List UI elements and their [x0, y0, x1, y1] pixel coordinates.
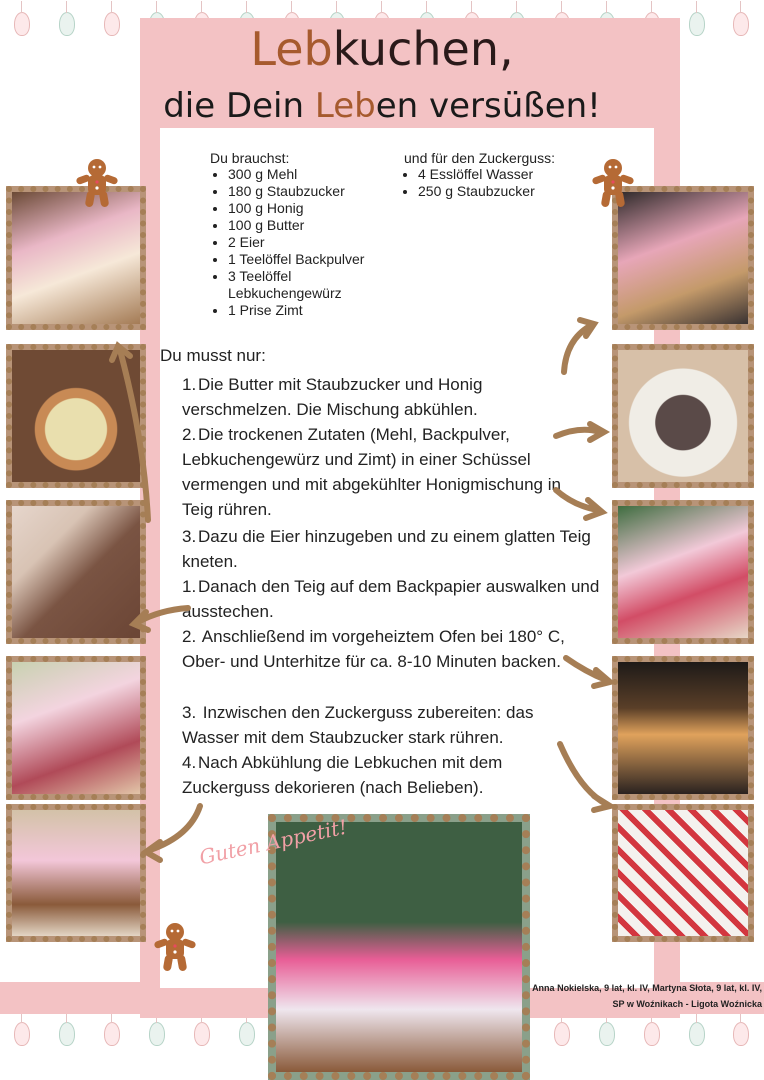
appetit-text: Guten Appetit!: [197, 814, 350, 870]
list-item: • 3 Teelöffel Lebkuchengewürz: [228, 268, 408, 302]
credits: Anna Nokielska, 9 lat, kl. IV, Martyna Słota, 9 lat, kl. IV, SP w Woźnikach - Ligota Woźnicka: [532, 983, 762, 1009]
list-item: • 100 g Butter: [228, 217, 408, 234]
title-line-1: Lebkuchen,: [250, 22, 514, 76]
photo-final-children: [268, 814, 530, 1080]
list-item: • 180 g Staubzucker: [228, 183, 408, 200]
steps-heading: Du musst nur:: [160, 346, 266, 365]
photo-mixing-2: [6, 344, 146, 488]
step-7: 4. Nach Abkühlung die Lebkuchen mit dem Zuckerguss dekorieren (nach Belieben).: [182, 753, 503, 797]
list-item: • 1 Prise Zimt: [228, 302, 408, 319]
title-line-2: die Dein Leben versüßen!: [163, 86, 601, 126]
list-item: • 100 g Honig: [228, 200, 408, 217]
icing-list: [380, 166, 618, 200]
list-item: • 4 Esslöffel Wasser: [418, 166, 618, 183]
step-3: 3. Dazu die Eier hinzugeben und zu einem glatten Teig kneten.: [182, 527, 591, 571]
photo-bowl: [612, 344, 754, 488]
gingerbread-icon: [152, 920, 198, 976]
step-6: 3. Inzwischen den Zuckerguss zubereiten: das Wasser mit dem Staubzucker stark rühren.: [182, 703, 534, 747]
step-5: 2. Anschließend im vorgeheiztem Ofen bei 180° C, Ober- und Unterhitze für ca. 8-10 Minuten backen.: [182, 627, 565, 671]
ingredients-list: [190, 166, 408, 319]
photo-oven: [612, 656, 754, 800]
gingerbread-icon: [590, 158, 636, 210]
photo-cutting: [6, 500, 146, 644]
step-2: 2. Die trockenen Zutaten (Mehl, Backpulver, Lebkuchengewürz und Zimt) in einer Schüssel vermengen und mit abgekühlter Honigmischung in Teig rühren.: [182, 425, 561, 519]
list-item: • 2 Eier: [228, 234, 408, 251]
list-item: • 250 g Staubzucker: [418, 183, 618, 200]
step-4: 1. Danach den Teig auf dem Backpapier auswalken und ausstechen.: [182, 577, 600, 621]
gingerbread-icon: [74, 158, 120, 210]
photo-kneading: [612, 500, 754, 644]
photo-rolling: [6, 656, 146, 800]
icing-heading: und für den Zuckerguss:: [404, 150, 555, 166]
photo-cookies: [6, 804, 146, 942]
ingredients-heading: Du brauchst:: [210, 150, 290, 166]
list-item: • 300 g Mehl: [228, 166, 408, 183]
list-item: • 1 Teelöffel Backpulver: [228, 251, 408, 268]
step-1: 1. Die Butter mit Staubzucker und Honig verschmelzen. Die Mischung abkühlen.: [182, 375, 483, 419]
photo-icing: [612, 804, 754, 942]
